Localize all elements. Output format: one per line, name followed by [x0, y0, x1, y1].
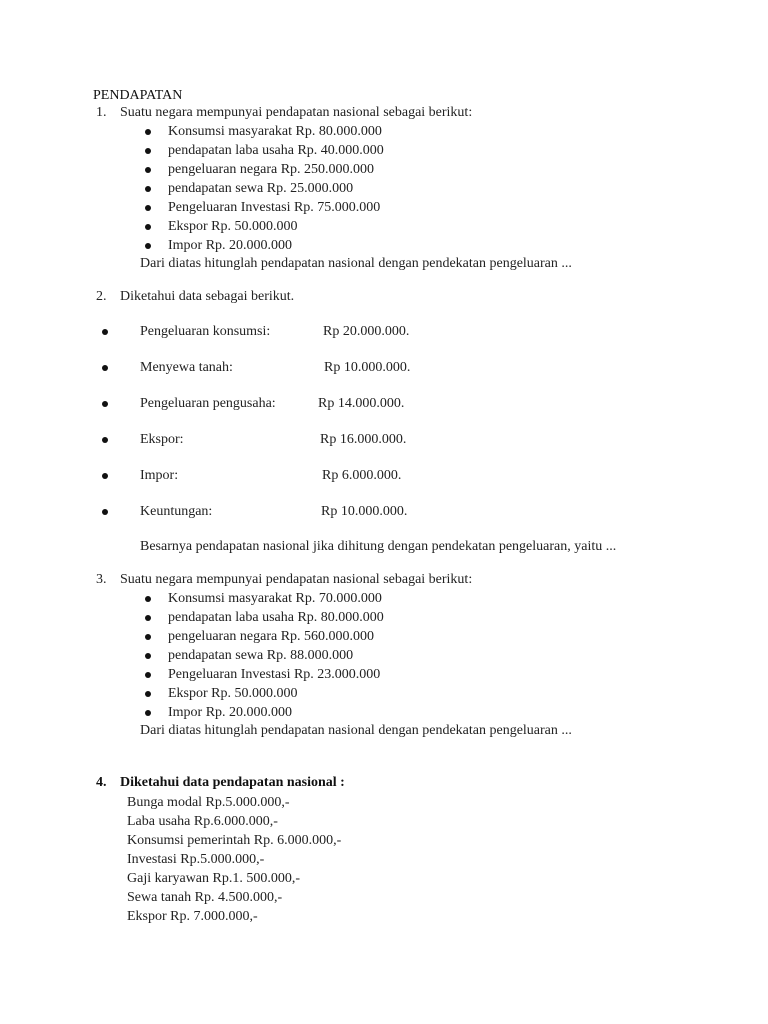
- q1-question: Dari diatas hitunglah pendapatan nasional dengan pendekatan pengeluaran ...: [140, 256, 572, 271]
- list-item: Pengeluaran Investasi Rp. 23.000.000: [168, 667, 381, 682]
- bullet-icon: [145, 148, 151, 154]
- list-item: pengeluaran negara Rp. 250.000.000: [168, 162, 375, 177]
- q3-text: Suatu negara mempunyai pendapatan nasional sebagai berikut:: [120, 572, 473, 587]
- bullet-icon: [102, 329, 108, 335]
- list-item: Bunga modal Rp.5.000.000,-: [127, 795, 290, 810]
- list-item: pendapatan laba usaha Rp. 40.000.000: [168, 143, 384, 158]
- list-item: pengeluaran negara Rp. 560.000.000: [168, 629, 375, 644]
- bullet-icon: [145, 653, 151, 659]
- list-item: Sewa tanah Rp. 4.500.000,-: [127, 890, 283, 905]
- bullet-icon: [145, 186, 151, 192]
- bullet-icon: [145, 710, 151, 716]
- list-item: Konsumsi masyarakat Rp. 80.000.000: [168, 124, 382, 139]
- q1-number: 1.: [96, 105, 107, 120]
- q2-question: Besarnya pendapatan nasional jika dihitung dengan pendekatan pengeluaran, yaitu ...: [140, 539, 617, 554]
- bullet-icon: [145, 634, 151, 640]
- bullet-icon: [102, 437, 108, 443]
- q3-question: Dari diatas hitunglah pendapatan nasional dengan pendekatan pengeluaran ...: [140, 723, 572, 738]
- bullet-icon: [145, 672, 151, 678]
- bullet-icon: [145, 596, 151, 602]
- list-item: Pengeluaran Investasi Rp. 75.000.000: [168, 200, 381, 215]
- bullet-icon: [145, 615, 151, 621]
- list-item: Ekspor Rp. 50.000.000: [168, 686, 298, 701]
- bullet-icon: [145, 691, 151, 697]
- list-item-value: Rp 20.000.000.: [323, 324, 410, 339]
- list-item-label: Menyewa tanah:: [140, 360, 233, 375]
- list-item: Konsumsi pemerintah Rp. 6.000.000,-: [127, 833, 342, 848]
- list-item-value: Rp 10.000.000.: [324, 360, 411, 375]
- q2-number: 2.: [96, 289, 107, 304]
- bullet-icon: [102, 401, 108, 407]
- list-item: Laba usaha Rp.6.000.000,-: [127, 814, 278, 829]
- q4-text: Diketahui data pendapatan nasional :: [120, 775, 345, 790]
- bullet-icon: [102, 473, 108, 479]
- q3-number: 3.: [96, 572, 107, 587]
- bullet-icon: [145, 129, 151, 135]
- list-item-label: Pengeluaran pengusaha:: [140, 396, 276, 411]
- list-item: Impor Rp. 20.000.000: [168, 238, 293, 253]
- list-item: pendapatan sewa Rp. 88.000.000: [168, 648, 354, 663]
- list-item-value: Rp 14.000.000.: [318, 396, 405, 411]
- list-item-label: Impor:: [140, 468, 179, 483]
- list-item: Impor Rp. 20.000.000: [168, 705, 293, 720]
- q4-number: 4.: [96, 775, 107, 790]
- list-item-value: Rp 16.000.000.: [320, 432, 407, 447]
- bullet-icon: [145, 224, 151, 230]
- bullet-icon: [145, 243, 151, 249]
- list-item: pendapatan laba usaha Rp. 80.000.000: [168, 610, 384, 625]
- page-title: PENDAPATAN: [93, 88, 183, 103]
- list-item-value: Rp 6.000.000.: [322, 468, 402, 483]
- list-item: Konsumsi masyarakat Rp. 70.000.000: [168, 591, 382, 606]
- bullet-icon: [102, 365, 108, 371]
- q2-text: Diketahui data sebagai berikut.: [120, 289, 295, 304]
- list-item-value: Rp 10.000.000.: [321, 504, 408, 519]
- list-item-label: Keuntungan:: [140, 504, 213, 519]
- list-item-label: Pengeluaran konsumsi:: [140, 324, 271, 339]
- bullet-icon: [102, 509, 108, 515]
- bullet-icon: [145, 167, 151, 173]
- list-item: Ekspor Rp. 50.000.000: [168, 219, 298, 234]
- list-item: Investasi Rp.5.000.000,-: [127, 852, 265, 867]
- q1-text: Suatu negara mempunyai pendapatan nasional sebagai berikut:: [120, 105, 473, 120]
- bullet-icon: [145, 205, 151, 211]
- list-item-label: Ekspor:: [140, 432, 184, 447]
- list-item: Gaji karyawan Rp.1. 500.000,-: [127, 871, 301, 886]
- list-item: pendapatan sewa Rp. 25.000.000: [168, 181, 354, 196]
- list-item: Ekspor Rp. 7.000.000,-: [127, 909, 258, 924]
